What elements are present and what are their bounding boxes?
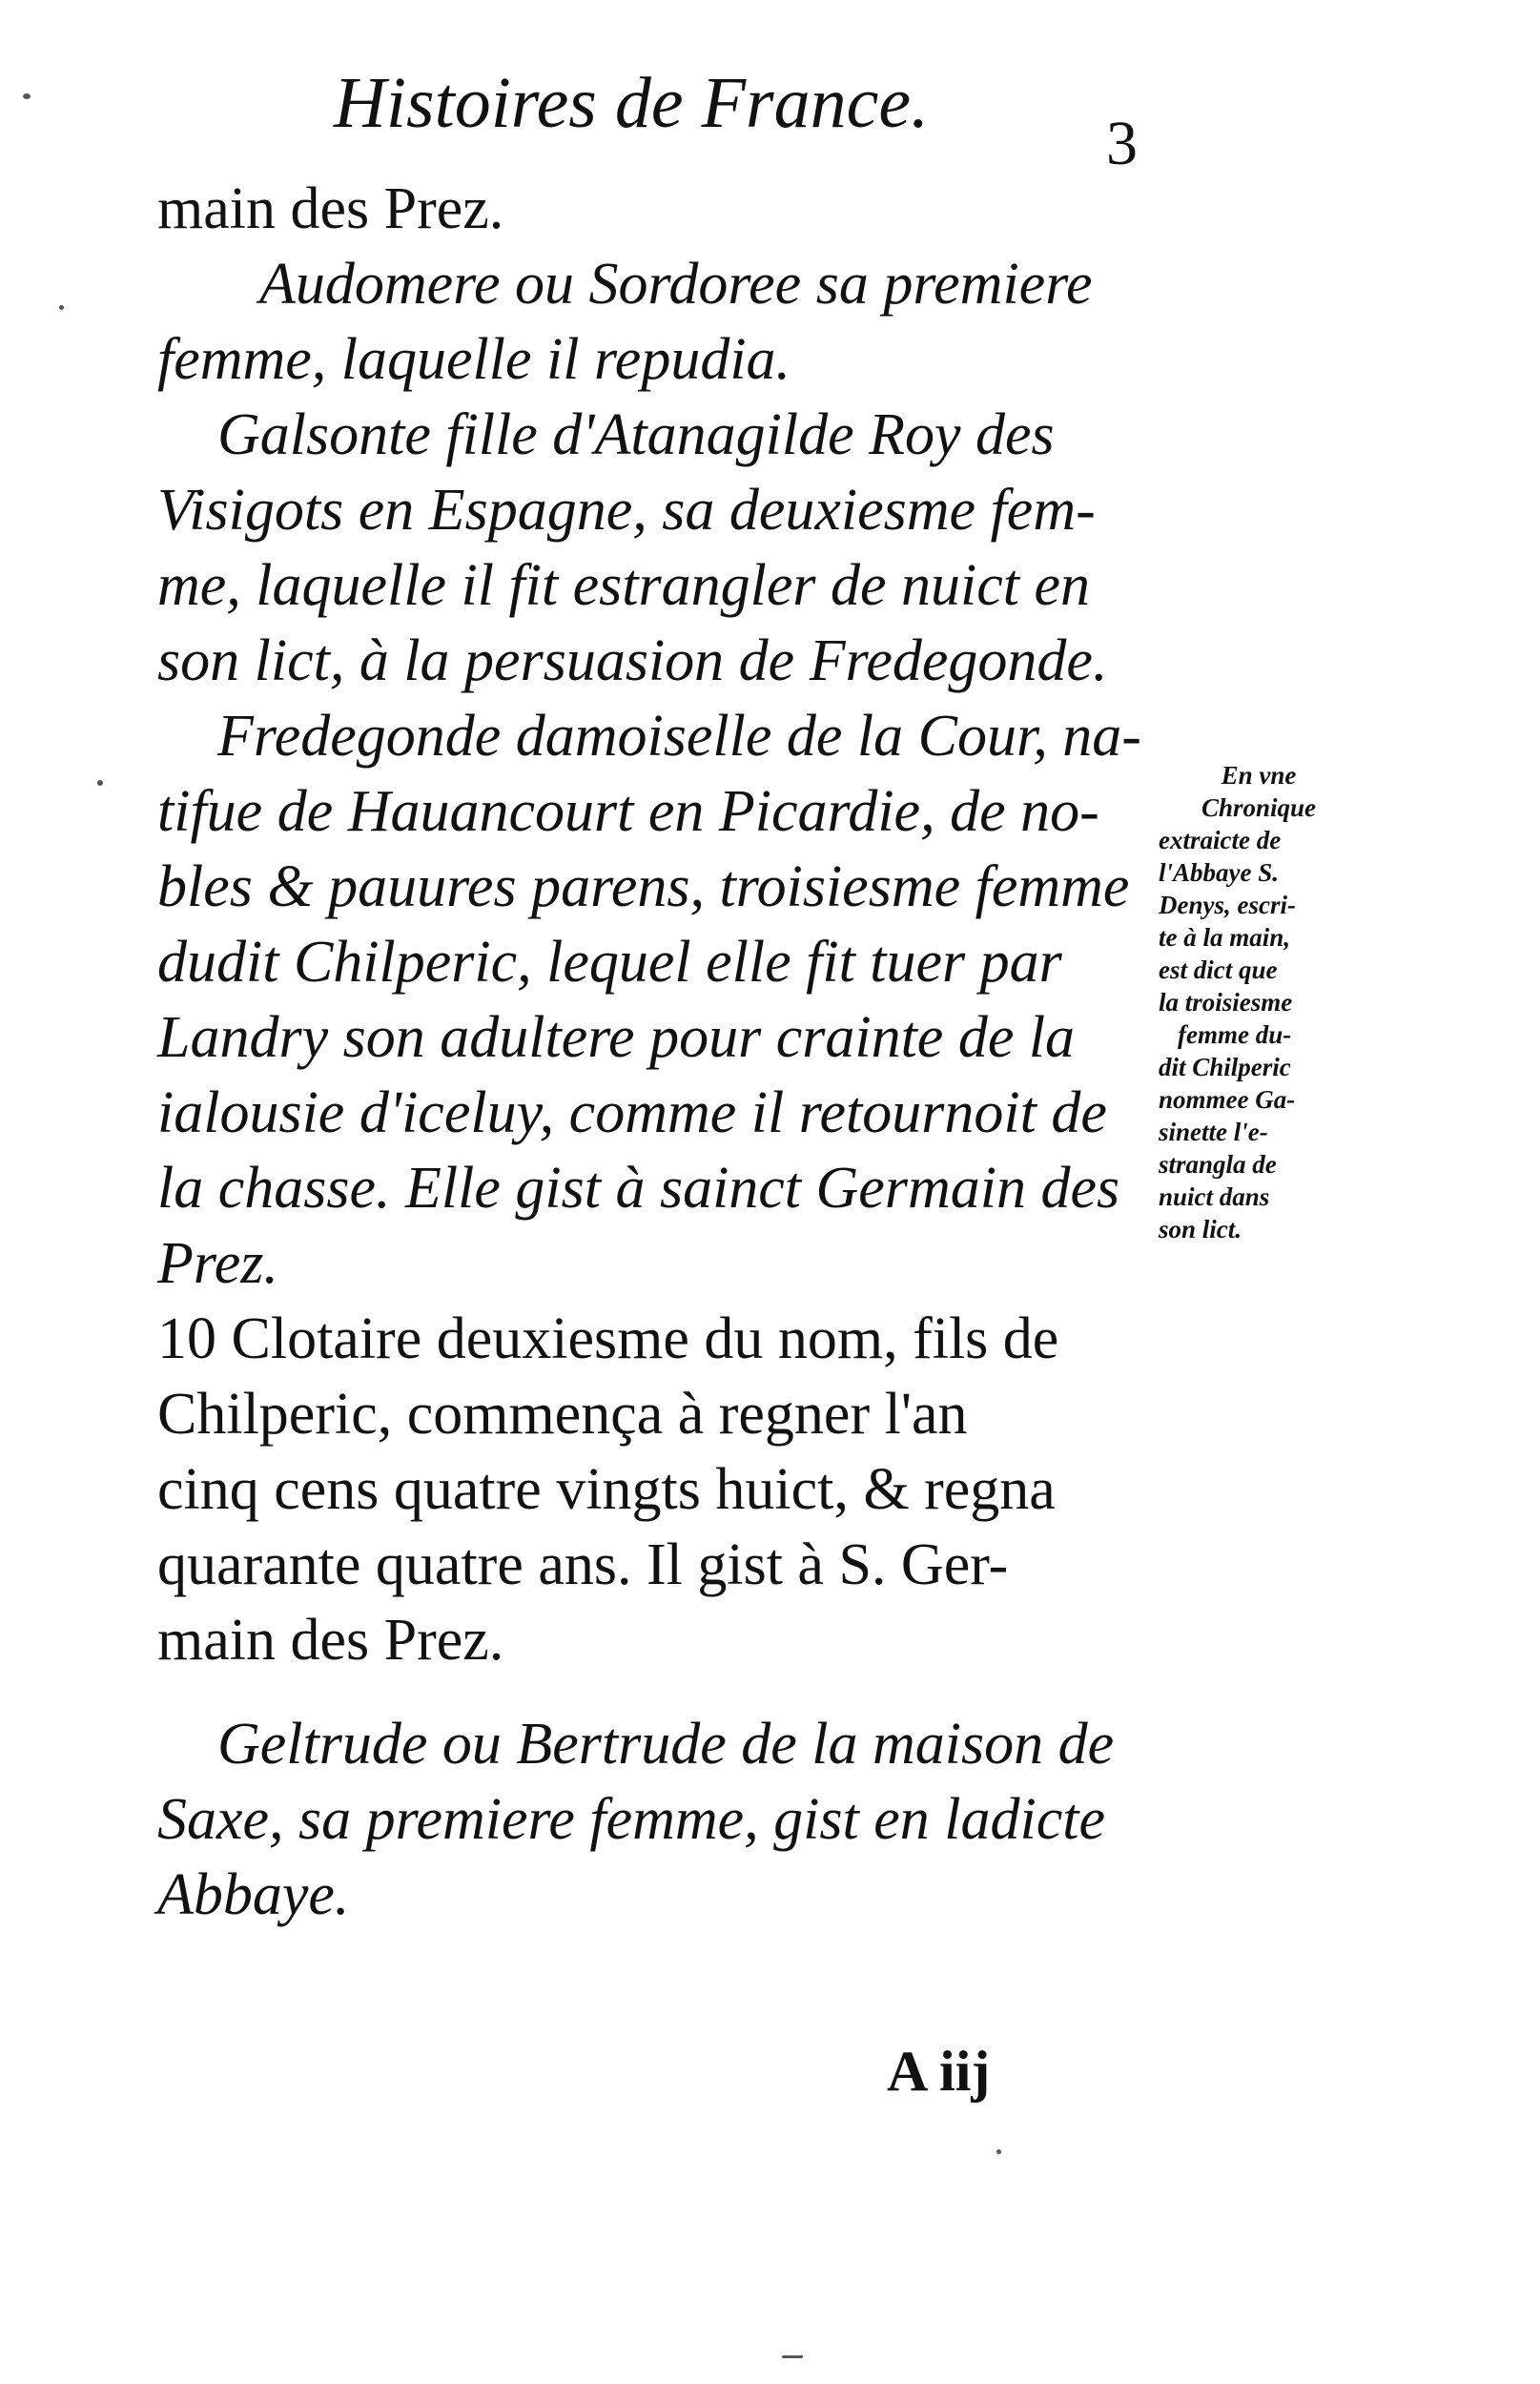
body-line: bles & pauures parens, troisiesme femme xyxy=(157,854,1130,919)
margin-note-line: En vne xyxy=(1221,761,1297,790)
body-line: Visigots en Espagne, sa deuxiesme fem- xyxy=(157,478,1096,543)
margin-note-line: l'Abbaye S. xyxy=(1159,858,1279,887)
body-line: son lict, à la persuasion de Fredegonde. xyxy=(157,628,1108,693)
running-head: Histoires de France. xyxy=(334,63,930,143)
body-line: Saxe, sa premiere femme, gist en ladicte xyxy=(157,1787,1105,1852)
body-line: femme, laquelle il repudia. xyxy=(157,327,791,392)
margin-note-line: Chronique xyxy=(1201,793,1317,822)
page-number: 3 xyxy=(1106,109,1138,178)
ink-speck xyxy=(996,2149,1001,2154)
body-line: dudit Chilperic, lequel elle fit tuer par xyxy=(157,930,1062,995)
margin-note-line: dit Chilperic xyxy=(1159,1053,1291,1081)
body-line: main des Prez. xyxy=(157,176,504,241)
body-line: Landry son adultere pour crainte de la xyxy=(157,1005,1076,1070)
body-line: Prez. xyxy=(157,1231,278,1296)
body-line: Geltrude ou Bertrude de la maison de xyxy=(217,1712,1115,1777)
body-line: Abbaye. xyxy=(157,1862,350,1927)
body-line: me, laquelle il fit estrangler de nuict en xyxy=(157,553,1091,618)
margin-note-line: te à la main, xyxy=(1159,923,1291,952)
margin-note-line: strangla de xyxy=(1159,1150,1277,1179)
body-line: main des Prez. xyxy=(157,1608,504,1673)
margin-note-line: sinette l'e- xyxy=(1159,1118,1268,1146)
body-line: Galsonte fille d'Atanagilde Roy des xyxy=(217,402,1055,467)
ink-speck xyxy=(59,305,64,310)
ink-speck xyxy=(23,93,31,99)
margin-note-line: est dict que xyxy=(1159,956,1278,984)
margin-note-line: nommee Ga- xyxy=(1159,1085,1296,1114)
margin-note-line: Denys, escri- xyxy=(1159,891,1296,919)
margin-note-line: extraicte de xyxy=(1159,826,1282,854)
signature-mark: A iij xyxy=(887,2040,991,2103)
body-line: ialousie d'iceluy, comme il retournoit de xyxy=(157,1080,1107,1145)
margin-note-line: son lict. xyxy=(1159,1215,1242,1243)
margin-note-line: nuict dans xyxy=(1159,1182,1270,1211)
body-line: Chilperic, commença à regner l'an xyxy=(157,1382,968,1447)
body-line: la chasse. Elle gist à sainct Germain des xyxy=(157,1156,1120,1221)
ink-speck xyxy=(97,780,103,786)
body-line: quarante quatre ans. Il gist à S. Ger- xyxy=(157,1532,1009,1597)
ink-speck xyxy=(782,2355,803,2358)
body-line: Fredegonde damoiselle de la Cour, na- xyxy=(217,704,1141,769)
margin-note-line: femme du- xyxy=(1178,1020,1292,1049)
body-line: tifue de Hauancourt en Picardie, de no- xyxy=(157,779,1099,844)
margin-note-line: la troisiesme xyxy=(1159,988,1293,1017)
body-line: cinq cens quatre vingts huict, & regna xyxy=(157,1457,1056,1522)
body-line: Audomere ou Sordoree sa premiere xyxy=(259,252,1093,317)
body-line: 10 Clotaire deuxiesme du nom, fils de xyxy=(157,1306,1059,1371)
